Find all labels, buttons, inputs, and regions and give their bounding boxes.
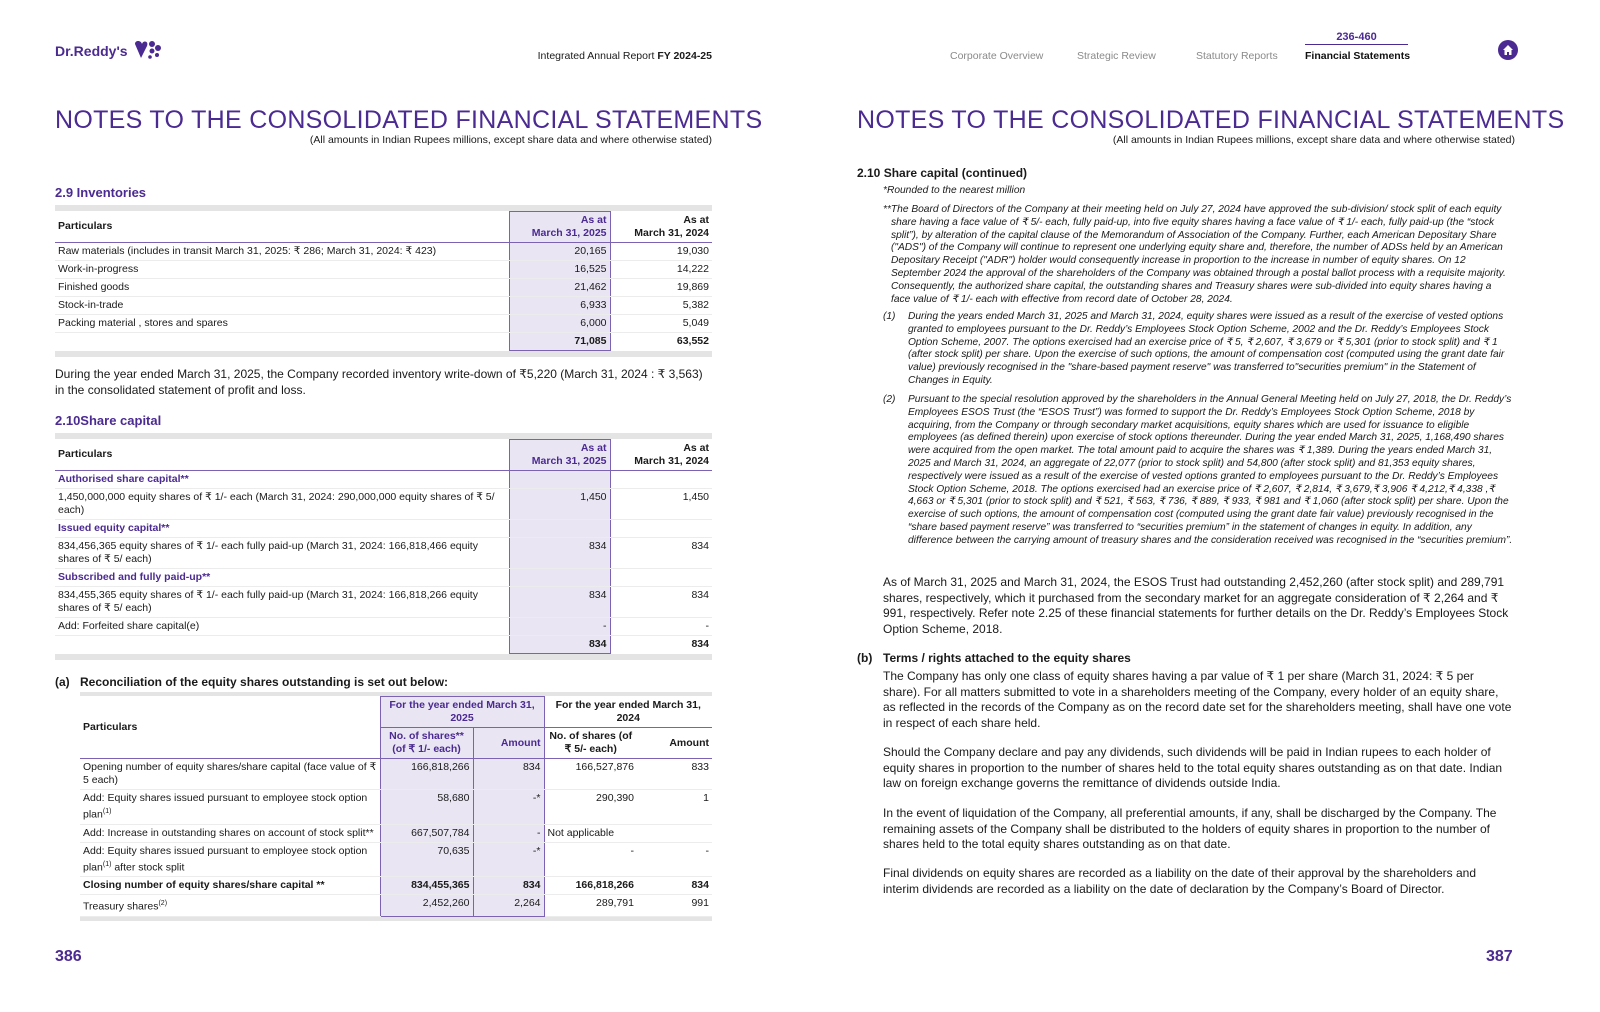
share-capital-heading: 2.10Share capital: [55, 413, 162, 428]
cell-value: 2,264: [473, 895, 544, 917]
cell-value: 16,525: [509, 261, 610, 279]
page-number-left: 386: [55, 948, 82, 965]
section-heading: 2.10 Share capital (continued): [857, 166, 1028, 180]
company-logo: Dr.Reddy's: [55, 40, 162, 62]
share-capital-header-1: As at March 31, 2025: [509, 440, 610, 471]
table-row: [55, 261, 712, 279]
cell-value: 1: [637, 790, 712, 825]
subheading-row: [55, 520, 712, 538]
subheading-row: [55, 569, 712, 587]
table-row: [55, 587, 712, 618]
page-number-right: 387: [1486, 948, 1513, 965]
report-title: Integrated Annual Report FY 2024-25: [537, 50, 712, 62]
table-row: [80, 790, 712, 825]
table-row: [55, 489, 712, 520]
inventory-writedown-note: During the year ended March 31, 2025, the Company recorded inventory write-down of ₹5,220 (March 31, 2024 : ₹ 3,563) in the consolidated statement of profit and loss.: [55, 367, 703, 397]
nav-financial-statements[interactable]: Financial Statements: [1305, 50, 1411, 62]
cell-value: 166,818,266: [380, 759, 473, 790]
inventories-table-wrap: [55, 205, 712, 357]
cell-label: Finished goods: [55, 279, 509, 297]
cell-value: 834: [509, 587, 610, 618]
share-capital-table-wrap: [55, 433, 712, 660]
cell-value: -: [637, 842, 712, 877]
note-1: (1) During the years ended March 31, 2025 and March 31, 2024, equity shares were issued as a result of the exercise of vested options granted to employees pursuant to the Dr. Reddy’s Employees Stock Option Scheme, 2002 and the Dr. Reddy’s Employees Stock Option Scheme, 2007. The options exercised had an exercise price of ₹ 5, ₹ 2,607, ₹ 3,679 or ₹ 5,301 (prior to stock split) and ₹ 1 (after stock split) per share. Upon the exercise of such options, the amount of compensation cost (computed using the grant date fair value) previously recognised in the "share-based payment reserve" was transferred to"securities premium" in the Statement of Changes in Equity.: [883, 311, 1505, 386]
cell-value: 667,507,784: [380, 824, 473, 842]
cell-value: 19,869: [610, 279, 712, 297]
page-subtitle-right: (All amounts in Indian Rupees millions, except share data and where otherwise stated): [1112, 134, 1515, 146]
cell-value: [610, 520, 712, 538]
cell-label: Treasury shares$^{(2)}$: [80, 895, 380, 917]
cell-label: 834,456,365 equity shares of ₹ 1/- each fully paid-up (March 31, 2024: 166,818,466 equity shares of ₹ 5/ each): [55, 538, 509, 569]
cell-value: 71,085: [509, 333, 610, 351]
cell-value: 834: [610, 636, 712, 654]
cell-value: -: [509, 618, 610, 636]
share-capital-header-0: Particulars: [55, 440, 509, 471]
cell-value: 834: [509, 538, 610, 569]
table-row: [80, 759, 712, 790]
cell-value: 1,450: [610, 489, 712, 520]
cell-label: Add: Forfeited share capital(e): [55, 618, 509, 636]
cell-label: Packing material , stores and spares: [55, 315, 509, 333]
cell-value: [509, 471, 610, 489]
cell-value: 834: [473, 759, 544, 790]
cell-label: Issued equity capital**: [55, 520, 509, 538]
cell-value: [610, 569, 712, 587]
cell-value: 1,450: [509, 489, 610, 520]
share-capital-header-2: As at March 31, 2024: [610, 440, 712, 471]
cell-value: 991: [637, 895, 712, 917]
cell-value: Not applicable: [544, 824, 637, 842]
col-fy2025: For the year ended March 31, 2025: [380, 697, 544, 728]
reconciliation-table: [80, 696, 712, 917]
cell-value: 834: [509, 636, 610, 654]
col-amount-2024: Amount: [637, 728, 712, 759]
home-icon[interactable]: [1498, 40, 1518, 60]
cell-label: Add: Increase in outstanding shares on account of stock split**: [80, 824, 380, 842]
cell-value: 166,527,876: [544, 759, 637, 790]
col-particulars: Particulars: [80, 697, 380, 759]
cell-value: -*: [473, 790, 544, 825]
table-row: [55, 297, 712, 315]
cell-value: [610, 471, 712, 489]
cell-label: Opening number of equity shares/share capital (face value of ₹ 5 each): [80, 759, 380, 790]
cell-value: 19,030: [610, 243, 712, 261]
col-shares-2025: No. of shares** (of ₹ 1/- each): [380, 728, 473, 759]
cell-value: 6,933: [509, 297, 610, 315]
nav-page-range: 236-460: [1305, 31, 1408, 45]
cell-value: 834: [610, 538, 712, 569]
cell-label: [55, 333, 509, 351]
cell-label: Raw materials (includes in transit March 31, 2025: ₹ 286; March 31, 2024: ₹ 423): [55, 243, 509, 261]
terms-heading: (b) Terms / rights attached to the equity shares: [857, 651, 1131, 665]
table-row: [80, 895, 712, 917]
cell-value: -: [610, 618, 712, 636]
table-row: [80, 877, 712, 895]
table-row: [80, 824, 712, 842]
inventories-header-2: As at March 31, 2024: [610, 212, 712, 243]
cell-label: 834,455,365 equity shares of ₹ 1/- each fully paid-up (March 31, 2024: 166,818,266 equity shares of ₹ 5/ each): [55, 587, 509, 618]
cell-value: 289,791: [544, 895, 637, 917]
cell-value: 70,635: [380, 842, 473, 877]
cell-label: 1,450,000,000 equity shares of ₹ 1/- each (March 31, 2024: 290,000,000 equity shares of ₹ 5/ each): [55, 489, 509, 520]
page-subtitle: (All amounts in Indian Rupees millions, except share data and where otherwise stated): [309, 134, 712, 146]
cell-label: Add: Equity shares issued pursuant to employee stock option plan$^{(1)}$ after stock split: [80, 842, 380, 877]
cell-value: 14,222: [610, 261, 712, 279]
nav-strategic-review[interactable]: Strategic Review: [1077, 50, 1156, 62]
reconciliation-heading: (a) Reconciliation of the equity shares outstanding is set out below:: [55, 675, 449, 689]
terms-paragraph-1: The Company has only one class of equity shares having a par value of ₹ 1 per share (March 31, 2024: ₹ 5 per share). For all matters submitted to vote in a shareholders meeting of the Company, every holder of an equity share, as reflected in the records of the Company as on the record date set for the shareholders meeting, shall have one vote in respect of each share held.: [883, 669, 1512, 730]
table-row: [55, 315, 712, 333]
cell-value: [637, 824, 712, 842]
col-shares-2024: No. of shares (of ₹ 5/- each): [544, 728, 637, 759]
subheading-row: [55, 471, 712, 489]
cell-label: Add: Equity shares issued pursuant to employee stock option plan$^{(1)}$: [80, 790, 380, 825]
cell-value: 5,382: [610, 297, 712, 315]
cell-value: 166,818,266: [544, 877, 637, 895]
cell-value: 290,390: [544, 790, 637, 825]
cell-value: 834,455,365: [380, 877, 473, 895]
cell-value: 834: [610, 587, 712, 618]
col-fy2024: For the year ended March 31, 2024: [544, 697, 712, 728]
cell-value: 5,049: [610, 315, 712, 333]
cell-value: [509, 520, 610, 538]
cell-value: -: [473, 824, 544, 842]
cell-value: 2,452,260: [380, 895, 473, 917]
rounded-note: *Rounded to the nearest million: [883, 185, 1026, 196]
logo-heart-icon: [132, 40, 162, 62]
page-title: NOTES TO THE CONSOLIDATED FINANCIAL STATEMENTS: [55, 106, 763, 134]
cell-value: 6,000: [509, 315, 610, 333]
share-capital-table: [55, 439, 712, 654]
cell-value: 833: [637, 759, 712, 790]
table-row: [55, 279, 712, 297]
table-row: [55, 243, 712, 261]
inventories-heading: 2.9 Inventories: [55, 185, 147, 200]
table-row: [80, 842, 712, 877]
cell-label: Closing number of equity shares/share capital **: [80, 877, 380, 895]
table-row: [55, 333, 712, 351]
table-row: [55, 538, 712, 569]
cell-value: 834: [637, 877, 712, 895]
cell-label: Stock-in-trade: [55, 297, 509, 315]
stock-split-note: **The Board of Directors of the Company at their meeting held on July 27, 2024 have approved the sub-division/ stock split of each equity share having a face value of ₹ 5/- each, fully paid-up, into five equity shares having a face value of ₹ 1/- each, fully paid-up (the “stock split”), by alteration of the capital clause of the Memorandum of Association of the Company. Further, each American Depositary Share ("ADS") of the Company will continue to represent one underlying equity share and, therefore, the number of ADSs held by an American Depositary Receipt ("ADR") holder would consequently increase in proportion to the increase in number of equity shares. On 12 September 2024 the approval of the shareholders of the Company was obtained through a postal ballot process with a requisite majority. Consequently, the authorized share capital, the outstanding shares and Treasury shares were sub-divided into equity shares having a face value of ₹ 1/- each with effective from record date of October 28, 2024.: [883, 204, 1506, 305]
esos-paragraph: As of March 31, 2025 and March 31, 2024, the ESOS Trust had outstanding 2,452,260 (after stock split) and 289,791 shares, respectively, which it purchased from the secondary market for an aggregate consideration of ₹ 2,264 and ₹ 991, respectively. Refer note 2.25 of these financial statements for further details on the Dr. Reddy’s Employees Stock Option Scheme, 2018.: [883, 575, 1509, 636]
note-2: (2) Pursuant to the special resolution approved by the shareholders in the Annual General Meeting held on July 27, 2018, the Dr. Reddy’s Employees ESOS Trust (the “ESOS Trust”) was formed to support the Dr. Reddy’s Employees Stock Option Scheme, 2018 by acquiring, from the Company or through secondary market acquisitions, equity shares which are used for issuance to eligible employees (as defined therein) upon exercise of stock options thereunder. During the year ended March 31, 2025, 1,168,490 shares were acquired from the open market. The total amount paid to acquire the shares was ₹ 1,389. During the years ended March 31, 2025 and March 31, 2024, an aggregate of 22,077 (prior to stock split) and 54,800 (after stock split) and 81,353 equity shares, respectively were issued as a result of the exercise of vested options granted to employees pursuant to the Dr. Reddy’s Employees Stock Option Scheme, 2018. The options exercised had an exercise price of ₹ 2,607, ₹ 2,814, ₹ 3,679,₹ 3,906 ₹ 4,212,₹ 4,338 ,₹ 4,663 or ₹ 5,301 (prior to stock split) and ₹ 521, ₹ 563, ₹ 736, ₹ 889, ₹ 933, ₹ 981 and ₹ 1,060 (after stock split) per share. Upon the exercise of such options, the amount of compensation cost (computed using the grant date fair value) previously recognised in the “share based payment reserve” was transferred to “securities premium” in the statement of changes in equity. In addition, any difference between the carrying amount of treasury shares and the consideration received was recognised in the “securities premium”.: [883, 394, 1513, 546]
terms-paragraph-3: In the event of liquidation of the Company, all preferential amounts, if any, shall be discharged by the Company. The remaining assets of the Company shall be distributed to the holders of equity shares in proportion to the number of shares held to the total equity shares outstanding as on that date.: [883, 806, 1497, 851]
cell-value: [509, 569, 610, 587]
cell-value: 21,462: [509, 279, 610, 297]
cell-label: Authorised share capital**: [55, 471, 509, 489]
col-amount-2025: Amount: [473, 728, 544, 759]
cell-label: Work-in-progress: [55, 261, 509, 279]
cell-label: [55, 636, 509, 654]
cell-value: 834: [473, 877, 544, 895]
reconciliation-table-wrap: [80, 692, 712, 921]
nav-corporate-overview[interactable]: Corporate Overview: [950, 50, 1044, 62]
inventories-header-0: Particulars: [55, 212, 509, 243]
nav-statutory-reports[interactable]: Statutory Reports: [1196, 50, 1278, 62]
page-title-right: NOTES TO THE CONSOLIDATED FINANCIAL STATEMENTS: [857, 106, 1565, 134]
total-row: [55, 636, 712, 654]
cell-value: 63,552: [610, 333, 712, 351]
cell-label: Subscribed and fully paid-up**: [55, 569, 509, 587]
terms-paragraph-4: Final dividends on equity shares are recorded as a liability on the date of their approval by the shareholders and interim dividends are recorded as a liability on the date of declaration by the Company’s Board of Director.: [883, 866, 1477, 896]
table-row: [55, 618, 712, 636]
cell-value: 58,680: [380, 790, 473, 825]
cell-value: -: [544, 842, 637, 877]
inventories-table: [55, 211, 712, 351]
terms-paragraph-2: Should the Company declare and pay any dividends, such dividends will be paid in Indian rupees to each holder of equity shares in proportion to the number of shares held to the total equity shares outstanding as on that date. Indian law on foreign exchange governs the remittance of dividends outside India.: [883, 745, 1503, 790]
cell-value: 20,165: [509, 243, 610, 261]
inventories-header-1: As at March 31, 2025: [509, 212, 610, 243]
cell-value: -*: [473, 842, 544, 877]
